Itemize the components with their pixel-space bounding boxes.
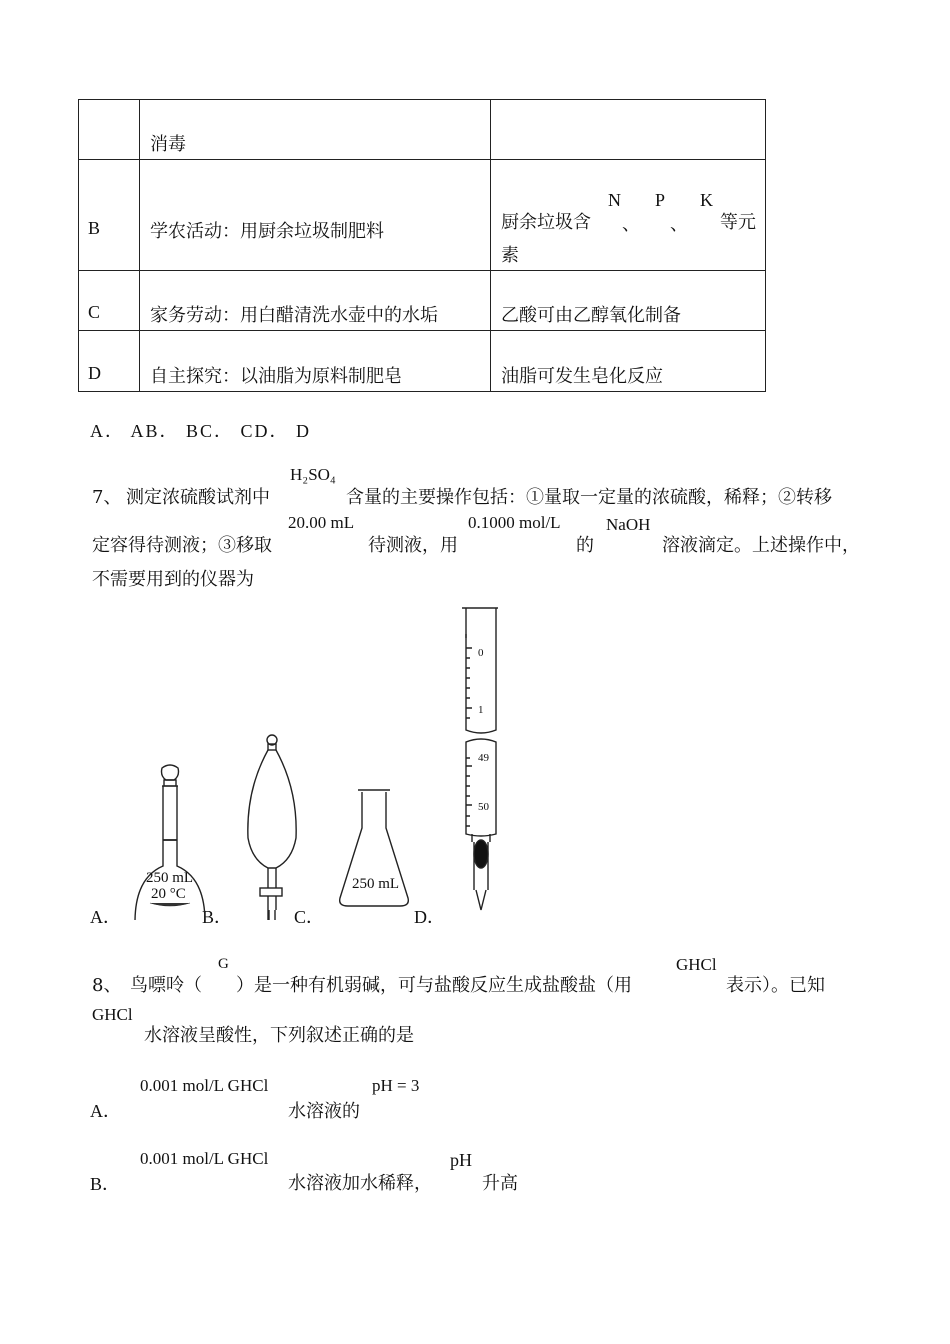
q7-text: 不需要用到的仪器为 [92,569,254,590]
formula-concentration: 0.1000 mol/L [468,513,561,532]
separator: 、 [670,214,688,235]
burette-tick-label: 49 [478,752,489,764]
burette-tick-label: 50 [478,801,489,813]
element-k: K [700,190,713,210]
table-cell-activity: 学农活动：用厨余垃圾制肥料 [150,221,384,242]
formula-ghcl: GHCl [676,955,717,974]
formula-volume: 20.00 mL [288,513,355,532]
q8-text: 水溶液呈酸性，下列叙述正确的是 [144,1025,414,1046]
q8-option-b-text: 升高 [482,1173,518,1194]
formula-g: G [218,956,229,972]
element-n: N [608,190,621,210]
q8-option-a-text: 水溶液的 [288,1101,360,1122]
formula-option-a: 0.001 mol/L GHCl [140,1076,269,1095]
table-cell-letter: B [88,218,101,238]
q7-option-a: A． [90,907,121,927]
table-cell-activity: 家务劳动：用白醋清洗水壶中的水垢 [150,305,438,326]
q8-option-a-letter: A． [90,1101,121,1121]
q8-text: 表示）。已知 [726,975,825,996]
q7-text: 待测液，用 [368,535,458,556]
q7-option-d: D． [414,907,445,927]
formula-ph3: pH = 3 [372,1076,420,1095]
q8-text: ）是一种有机弱碱，可与盐酸反应生成盐酸盐（用 [236,975,632,996]
q7-text: 定容得待测液；③移取 [92,535,272,556]
formula-h2so4: H₂SO₄ [290,465,336,484]
q8-option-b-text: 水溶液加水稀释， [288,1173,432,1194]
burette-tick-label: 1 [478,704,484,716]
element-p: P [655,190,666,210]
q8-number: 8、 [92,975,122,996]
q7-option-c: C． [294,907,325,927]
table-cell-letter: C [88,302,101,322]
table-cell-reason: 等元 [720,212,756,233]
formula-option-b: 0.001 mol/L GHCl [140,1149,269,1168]
formula-naoh: NaOH [606,515,651,534]
table-cell-reason: 素 [501,245,519,266]
q7-text: 含量的主要操作包括：①量取一定量的浓硫酸，稀释；②转移 [346,487,832,508]
apparatus-illustration [0,600,950,920]
burette-tick-label: 0 [478,647,484,659]
q8-text: 鸟嘌呤（ [130,975,202,996]
table-cell-letter: D [88,363,101,383]
separator: 、 [622,214,640,235]
separatory-funnel-icon [248,735,296,920]
table-cell-reason: 乙酸可由乙醇氧化制备 [501,305,681,326]
table-cell-activity: 自主探究：以油脂为原料制肥皂 [150,366,402,387]
q7-text: 的 [576,535,594,556]
table-cell-activity: 消毒 [150,134,186,155]
table-cell-reason: 厨余垃圾含 [501,212,591,233]
table-cell-reason: 油脂可发生皂化反应 [501,366,663,387]
q7-option-b: B． [202,907,233,927]
formula-ghcl: GHCl [92,1005,133,1024]
q7-number: 7、 [92,487,122,508]
q8-option-b-letter: B． [90,1174,121,1194]
q7-text: 测定浓硫酸试剂中 [126,487,270,508]
q7-text: 溶液滴定。上述操作中， [662,535,860,556]
conical-flask-label: 250 mL [352,876,400,892]
flask-label-volume: 250 mL [146,870,194,886]
q6-options: A． AB． BC． CD． D [90,421,312,441]
formula-ph: pH [450,1150,472,1170]
flask-label-temperature: 20 °C [151,886,186,902]
